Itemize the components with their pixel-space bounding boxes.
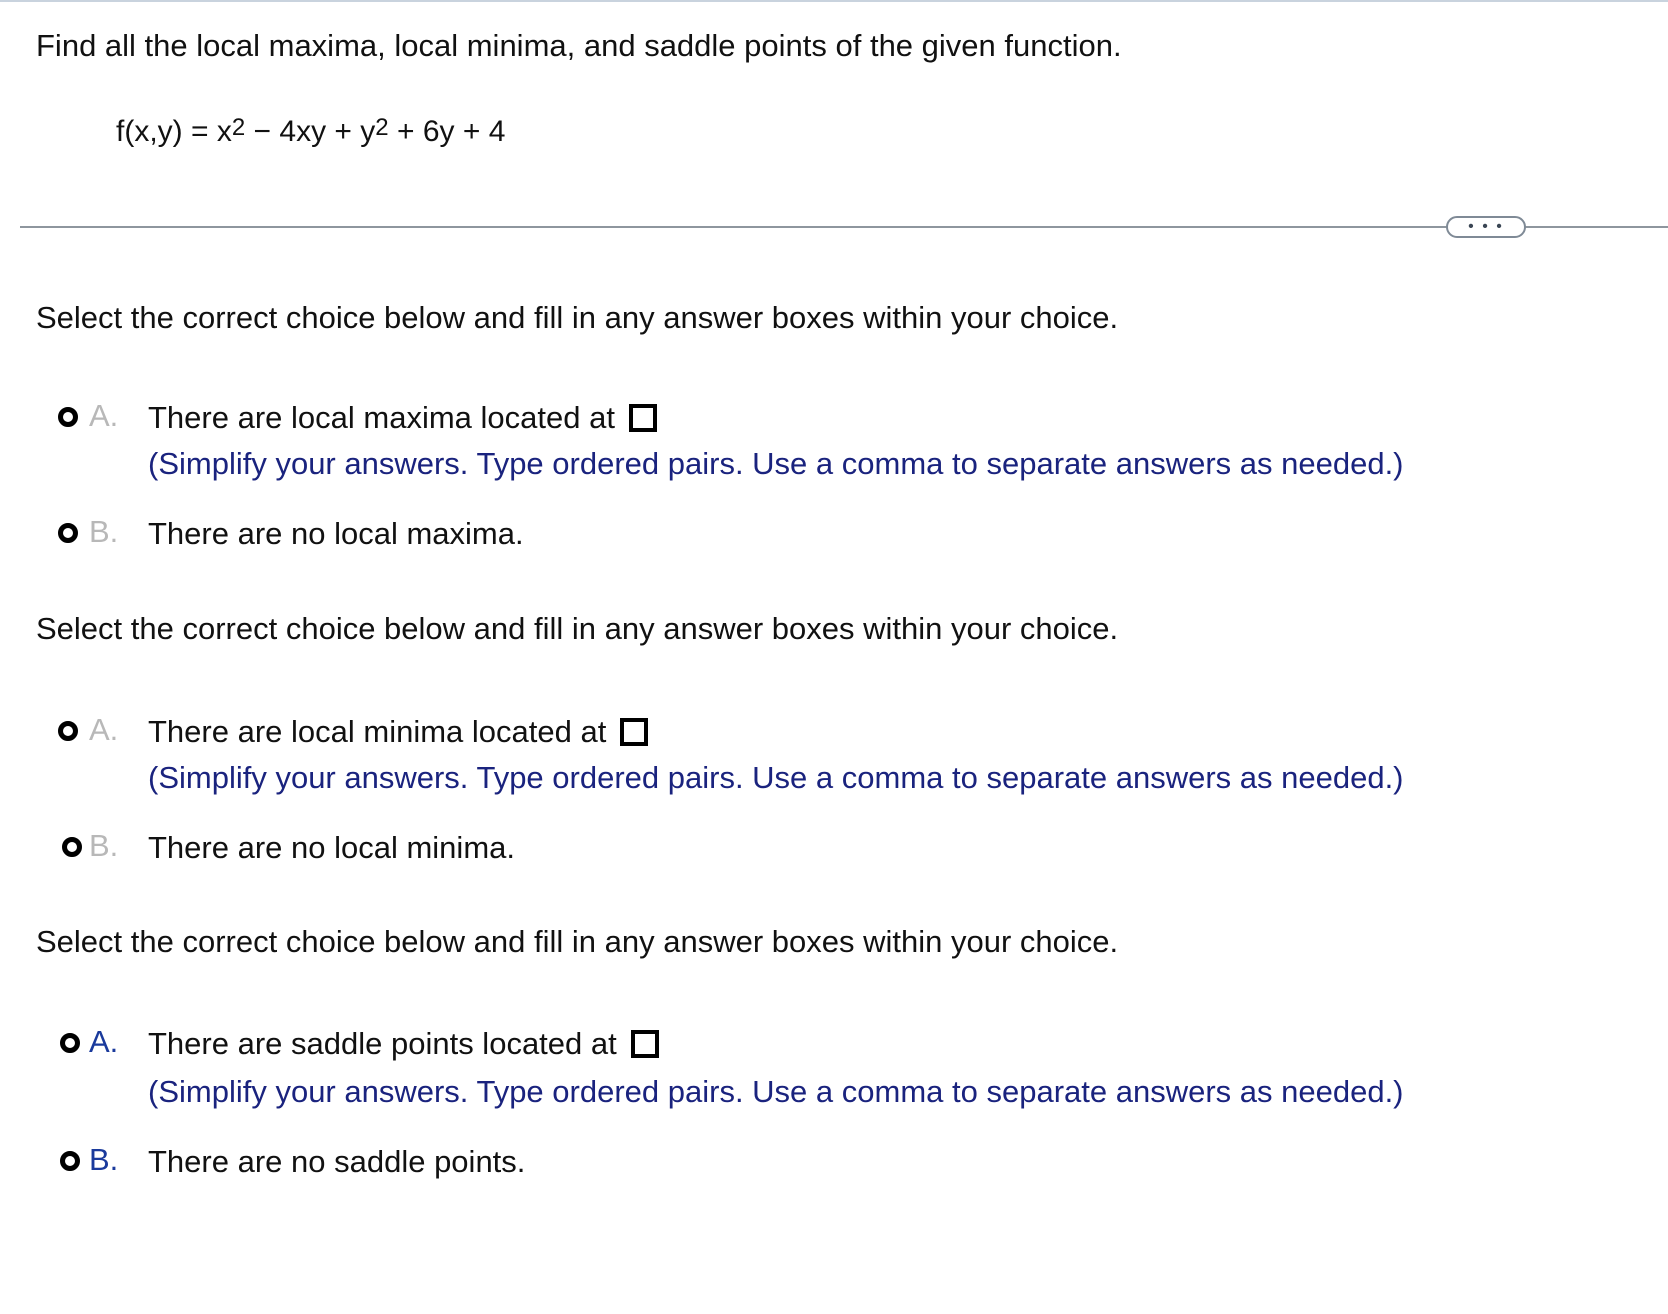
choice-minima-a[interactable] — [0, 710, 1600, 756]
radio-maxima-b[interactable] — [58, 523, 78, 543]
question-text: Find all the local maxima, local minima, and saddle points of the given function. — [36, 28, 1122, 63]
choice-text: There are saddle points located at — [148, 1026, 617, 1061]
choice-text: There are no local maxima. — [148, 516, 524, 551]
instruction-maxima: Select the correct choice below and fill in any answer boxes within your choice. — [36, 300, 1119, 335]
choice-text: There are local minima located at — [148, 714, 607, 749]
choice-minima-b[interactable] — [0, 826, 1600, 872]
radio-minima-a[interactable] — [58, 721, 78, 741]
choice-saddle-a[interactable] — [0, 1022, 1600, 1068]
formula-rhs: + 6y + 4 — [388, 115, 506, 148]
formula-middle: − 4xy + y — [245, 115, 376, 148]
radio-maxima-a[interactable] — [58, 407, 78, 427]
divider — [20, 226, 1668, 228]
hint-saddle: (Simplify your answers. Type ordered pairs. Use a comma to separate answers as needed.) — [148, 1074, 1404, 1109]
choice-text: There are no saddle points. — [148, 1144, 526, 1179]
answer-box-minima[interactable] — [620, 718, 648, 746]
instruction-minima: Select the correct choice below and fill in any answer boxes within your choice. — [36, 611, 1119, 646]
choice-letter: A. — [89, 398, 119, 433]
choice-letter: A. — [89, 1024, 119, 1059]
answer-box-saddle[interactable] — [631, 1030, 659, 1058]
choice-maxima-a[interactable] — [0, 396, 1600, 442]
choice-letter: B. — [89, 514, 119, 549]
formula-exponent-1: 2 — [231, 114, 246, 141]
choice-text: There are no local minima. — [148, 830, 515, 865]
hint-maxima: (Simplify your answers. Type ordered pairs. Use a comma to separate answers as needed.) — [148, 446, 1404, 481]
top-rule — [0, 0, 1668, 2]
choice-letter: B. — [89, 828, 119, 863]
formula-lhs: f(x,y) = x — [116, 115, 232, 148]
radio-minima-b[interactable] — [62, 837, 82, 857]
hint-minima: (Simplify your answers. Type ordered pairs. Use a comma to separate answers as needed.) — [148, 760, 1404, 795]
choice-letter: A. — [89, 712, 119, 747]
choice-minima-a-label — [148, 712, 648, 752]
instruction-saddle: Select the correct choice below and fill in any answer boxes within your choice. — [36, 924, 1119, 959]
choice-maxima-b[interactable] — [0, 512, 1600, 558]
radio-saddle-b[interactable] — [60, 1151, 80, 1171]
choice-saddle-a-label — [148, 1024, 659, 1064]
radio-saddle-a[interactable] — [60, 1033, 80, 1053]
formula-exponent-2: 2 — [375, 114, 389, 141]
choice-saddle-b[interactable] — [0, 1140, 1600, 1186]
choice-text: There are local maxima located at — [148, 400, 615, 435]
choice-maxima-a-label — [148, 398, 657, 438]
answer-box-maxima[interactable] — [629, 404, 657, 432]
function-formula — [116, 112, 505, 154]
choice-letter: B. — [89, 1142, 119, 1177]
more-options-button[interactable]: • • • — [1446, 216, 1526, 238]
